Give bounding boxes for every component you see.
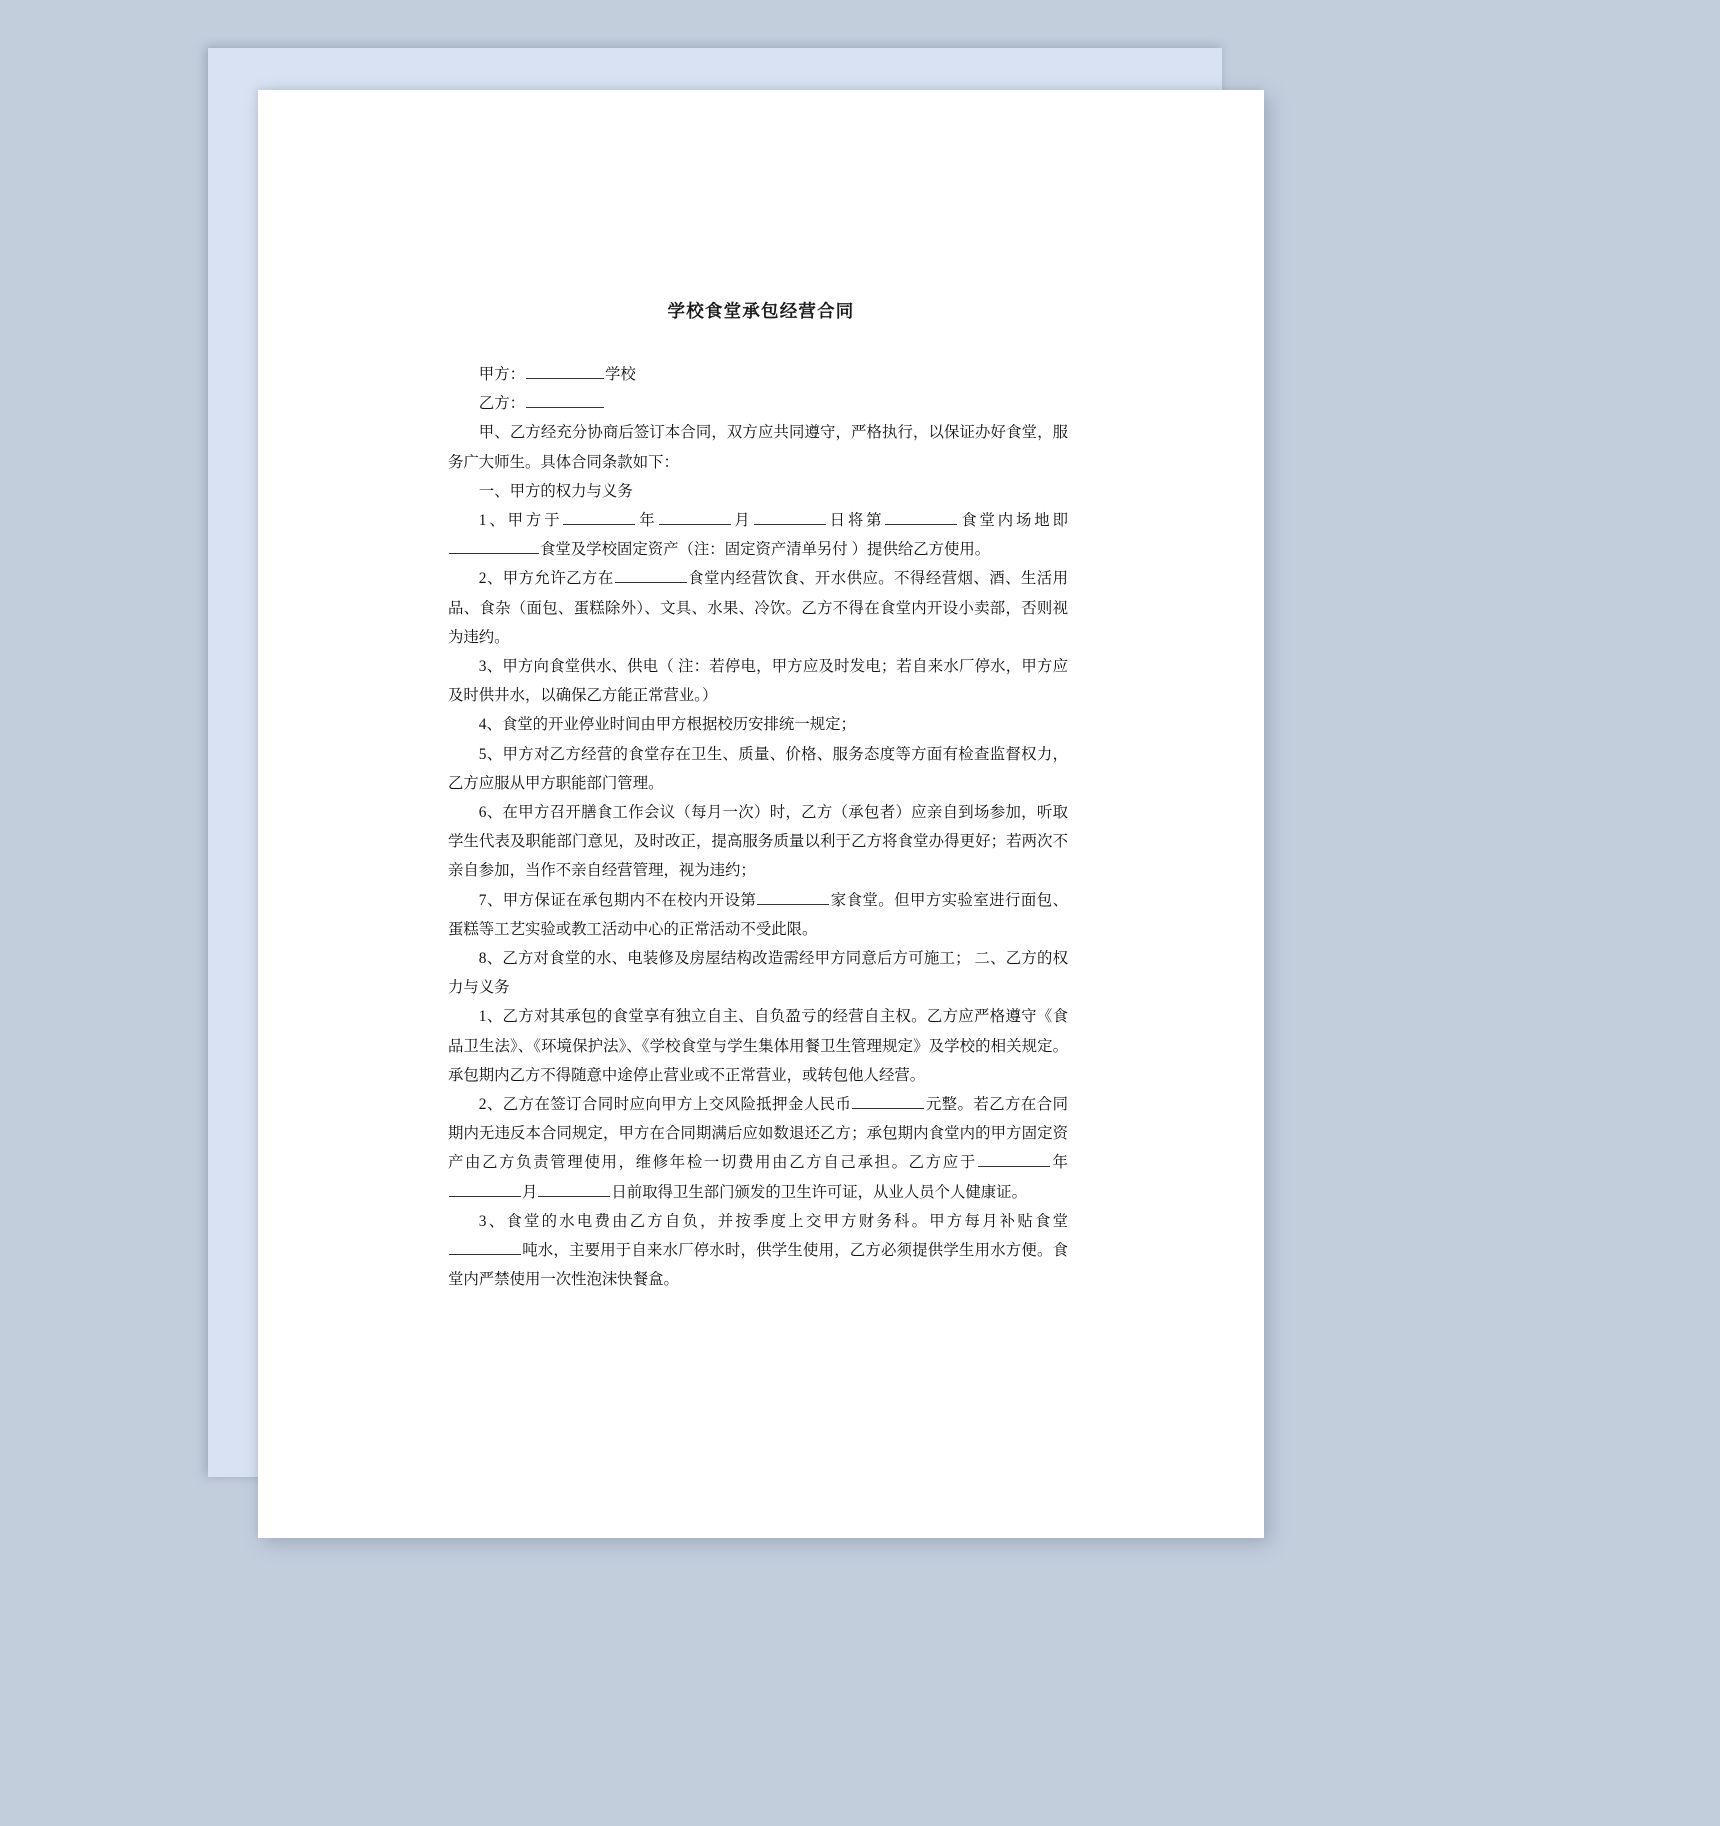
party-a-line [448,360,1068,389]
clause-a4: 4、食堂的开业停业时间由甲方根据校历安排统一规定； [478,716,856,734]
clause-a7-blank[interactable] [757,888,829,904]
party-a-label: 甲方： [478,366,525,383]
clause-b2-text-5: 日前取得卫生部门颁发的卫生许可证，从业人员个人健康证。 [611,1183,1027,1201]
preamble-paragraph: 甲、乙方经充分协商后签订本合同，双方应共同遵守，严格执行，以保证办好食堂，服务广大师生。具体合同条款如下： [448,424,1068,471]
clause-b2-text-1: 2、乙方在签订合同时应向甲方上交风险抵押金人民币 [478,1096,852,1114]
clause-a7-text-2: 家食堂。但甲方实验室进行面包、蛋糕等工艺实验或教工活动中心的正常活动不受此限。 [448,891,1068,938]
clause-b2-blank-year[interactable] [978,1151,1050,1167]
clause-a1-blank-number[interactable] [885,509,957,525]
clause-b3 [448,1207,1068,1295]
party-b-label: 乙方： [478,395,525,413]
clause-a1-text-1: 1、甲方于 [478,512,563,530]
clause-a2 [448,564,1068,652]
clause-b2-text-4: 月 [522,1183,538,1201]
clause-a1 [448,506,1068,564]
clause-b3-blank-water[interactable] [449,1239,521,1255]
clause-b2 [448,1090,1068,1207]
clause-b2-blank-day[interactable] [538,1180,610,1196]
clause-a1-blank-day[interactable] [754,509,826,525]
clause-a1-blank-month[interactable] [659,509,731,525]
clause-b2-text-2: 元整。若乙方在合同期内无违反本合同规定，甲方在合同期满后应如数退还乙方；承包期内食堂内的甲方固定资产由乙方负责管理使用，维修年检一切费用由乙方自己承担。乙方应于 [448,1096,1068,1172]
clause-a3: 3、甲方向食堂供水、供电（ 注：若停电，甲方应及时发电；若自来水厂停水，甲方应及时供井水，以确保乙方能正常营业。） [448,658,1068,705]
document-content [258,90,1264,1538]
party-a-blank[interactable] [526,363,604,379]
clause-a1-text-6: 食堂及学校固定资产（注：固定资产清单另付 ）提供给乙方使用。 [540,541,991,559]
clause-b2-text-3: 年 [1050,1154,1068,1172]
clause-b3-text-2: 吨水，主要用于自来水厂停水时，供学生使用，乙方必须提供学生用水方便。食堂内严禁使用一次性泡沫快餐盒。 [448,1242,1068,1289]
clause-b2-blank-month[interactable] [449,1180,521,1196]
clause-b2-blank-deposit[interactable] [852,1093,924,1109]
clause-a1-text-2: 年 [636,512,658,530]
clause-a2-blank[interactable] [615,567,687,583]
clause-a7 [448,886,1068,944]
clause-a1-blank-year[interactable] [563,509,635,525]
clause-a5: 5、甲方对乙方经营的食堂存在卫生、质量、价格、服务态度等方面有检查监督权力，乙方应服从甲方职能部门管理。 [448,745,1068,792]
clause-a8: 8、乙方对食堂的水、电装修及房屋结构改造需经甲方同意后方可施工； 二、乙方的权力与义务 [448,950,1068,997]
clause-a2-text-2: 食堂内经营饮食、开水供应。不得经营烟、酒、生活用品、食杂（面包、蛋糕除外）、文具、水果、冷饮。乙方不得在食堂内开设小卖部，否则视为违约。 [448,570,1068,646]
document-page [258,90,1264,1538]
clause-b3-text-1: 3、食堂的水电费由乙方自负，并按季度上交甲方财务科。甲方每月补贴食堂 [478,1212,1068,1230]
party-b-blank[interactable] [526,392,604,408]
clause-a7-text-1: 7、甲方保证在承包期内不在校内开设第 [478,891,757,909]
party-b-line [448,389,1068,418]
clause-a2-text-1: 2、甲方允许乙方在 [478,570,614,588]
clause-a1-text-4: 日将第 [826,512,885,530]
clause-a1-blank-canteen[interactable] [449,538,539,554]
section-one-heading: 一、甲方的权力与义务 [478,482,633,500]
clause-a1-text-5: 食堂内场地即 [958,512,1068,530]
clause-a6: 6、在甲方召开膳食工作会议（每月一次）时，乙方（承包者）应亲自到场参加，听取学生代表及职能部门意见，及时改正，提高服务质量以利于乙方将食堂办得更好；若两次不亲自参加，当作不亲自经营管理，视为违约； [448,804,1068,880]
document-body [448,360,1068,1295]
party-a-suffix: 学校 [604,366,636,383]
clause-b1: 1、乙方对其承包的食堂享有独立自主、自负盈亏的经营自主权。乙方应严格遵守《食品卫生法》、《环境保护法》、《学校食堂与学生集体用餐卫生管理规定》及学校的相关规定。承包期内乙方不得随意中途停止营业或不正常营业，或转包他人经营。 [448,1008,1068,1084]
clause-a1-text-3: 月 [731,512,753,530]
document-title: 学校食堂承包经营合同 [667,301,855,321]
